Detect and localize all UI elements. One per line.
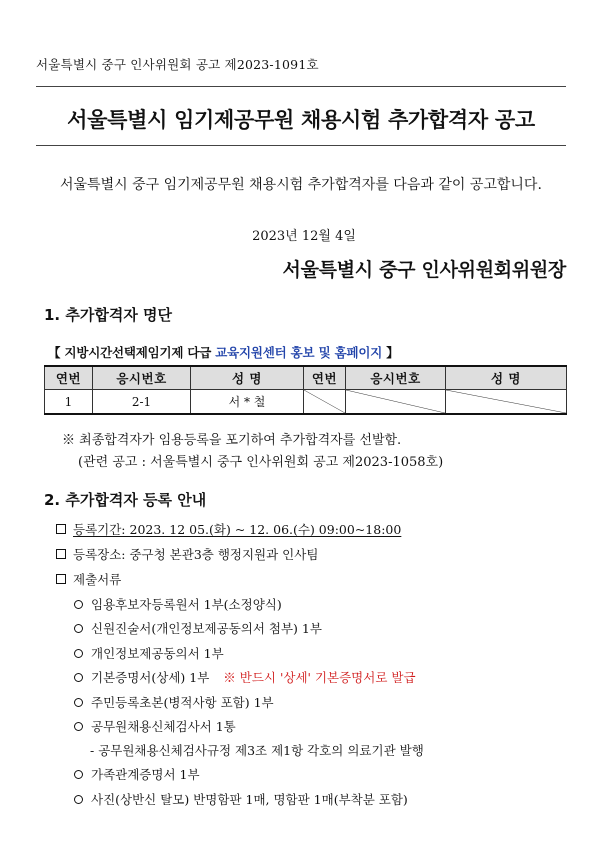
section1-heading: 1. 추가합격자 명단 <box>44 306 173 324</box>
cell-no: 1 <box>45 390 93 415</box>
document-text: 개인정보제공동의서 1부 <box>91 646 224 661</box>
circle-bullet-icon <box>74 624 83 633</box>
health-check-subnote: - 공무원채용신체검사규정 제3조 제1항 각호의 의료기관 발행 <box>90 743 424 758</box>
document-item <box>74 693 274 711</box>
square-bullet-icon <box>56 574 66 584</box>
table-header-row <box>45 366 567 390</box>
basic-certificate-note: ※ 반드시 '상세' 기본증명서로 발급 <box>223 670 416 685</box>
circle-bullet-icon <box>74 770 83 779</box>
circle-bullet-icon <box>74 600 83 609</box>
issuer-name: 서울특별시 중구 인사위원회위원장 <box>282 259 566 281</box>
document-text: 사진(상반신 탈모) 반명함판 1매, 명함판 1매(부착분 포함) <box>91 792 408 807</box>
square-bullet-icon <box>56 524 66 534</box>
document-text: 신원진술서(개인정보제공동의서 첨부) 1부 <box>91 621 322 636</box>
place-item <box>56 545 318 563</box>
circle-bullet-icon <box>74 673 83 682</box>
document-item <box>74 790 408 808</box>
caption-highlight: 교육지원센터 홍보 및 홈페이지 <box>215 345 383 360</box>
header-no-2: 연번 <box>304 366 346 390</box>
selection-note <box>62 430 443 474</box>
period-value: 2023. 12 05.(화) ~ 12. 06.(수) 09:00~18:00 <box>129 522 402 537</box>
section2-heading: 2. 추가합격자 등록 안내 <box>44 491 207 509</box>
circle-bullet-icon <box>74 649 83 658</box>
cell-name: 서 * 철 <box>191 390 304 415</box>
note-line-2: (관련 공고 : 서울특별시 중구 인사위원회 공고 제2023-1058호) <box>78 455 444 470</box>
period-item <box>56 520 401 538</box>
cell-exam-number: 2-1 <box>93 390 191 415</box>
document-text: 기본증명서(상세) 1부 <box>91 670 210 685</box>
circle-bullet-icon <box>74 795 83 804</box>
notice-number: 서울특별시 중구 인사위원회 공고 제2023-1091호 <box>36 57 319 72</box>
square-bullet-icon <box>56 549 66 559</box>
top-divider <box>36 86 566 87</box>
circle-bullet-icon <box>74 722 83 731</box>
note-line-1: ※ 최종합격자가 임용등록을 포기하여 추가합격자를 선발함. <box>62 433 402 448</box>
header-name-1: 성 명 <box>191 366 304 390</box>
title-divider <box>36 145 566 146</box>
header-exam-number-1: 응시번호 <box>93 366 191 390</box>
cell-empty <box>304 390 346 415</box>
document-text: 주민등록초본(병적사항 포함) 1부 <box>91 695 274 710</box>
document-text: 임용후보자등록원서 1부(소정양식) <box>91 597 282 612</box>
documents-label: 제출서류 <box>73 572 122 587</box>
document-item <box>74 668 416 686</box>
document-text: 공무원채용신체검사서 1통 <box>91 719 236 734</box>
table-row <box>45 390 567 415</box>
circle-bullet-icon <box>74 698 83 707</box>
cell-empty <box>346 390 446 415</box>
roster-table <box>44 365 567 415</box>
period-label: 등록기간: <box>73 522 130 537</box>
announcement-body: 서울특별시 중구 임기제공무원 채용시험 추가합격자를 다음과 같이 공고합니다. <box>60 177 542 193</box>
documents-item <box>56 570 121 588</box>
document-text: 가족관계증명서 1부 <box>91 767 200 782</box>
table-caption <box>48 343 399 361</box>
announcement-date: 2023년 12월 4일 <box>252 229 356 244</box>
page-title: 서울특별시 임기제공무원 채용시험 추가합격자 공고 <box>67 108 535 132</box>
cell-empty <box>446 390 567 415</box>
header-name-2: 성 명 <box>446 366 567 390</box>
place-text: 등록장소: 중구청 본관3층 행정지원과 인사팀 <box>73 547 319 562</box>
header-exam-number-2: 응시번호 <box>346 366 446 390</box>
document-item <box>74 595 282 613</box>
document-item <box>74 717 236 735</box>
header-no-1: 연번 <box>45 366 93 390</box>
document-item <box>74 644 224 662</box>
caption-suffix: 】 <box>382 345 399 360</box>
document-item <box>74 619 322 637</box>
document-item <box>74 765 200 783</box>
caption-prefix: 【 지방시간선택제임기제 다급 <box>48 345 216 360</box>
